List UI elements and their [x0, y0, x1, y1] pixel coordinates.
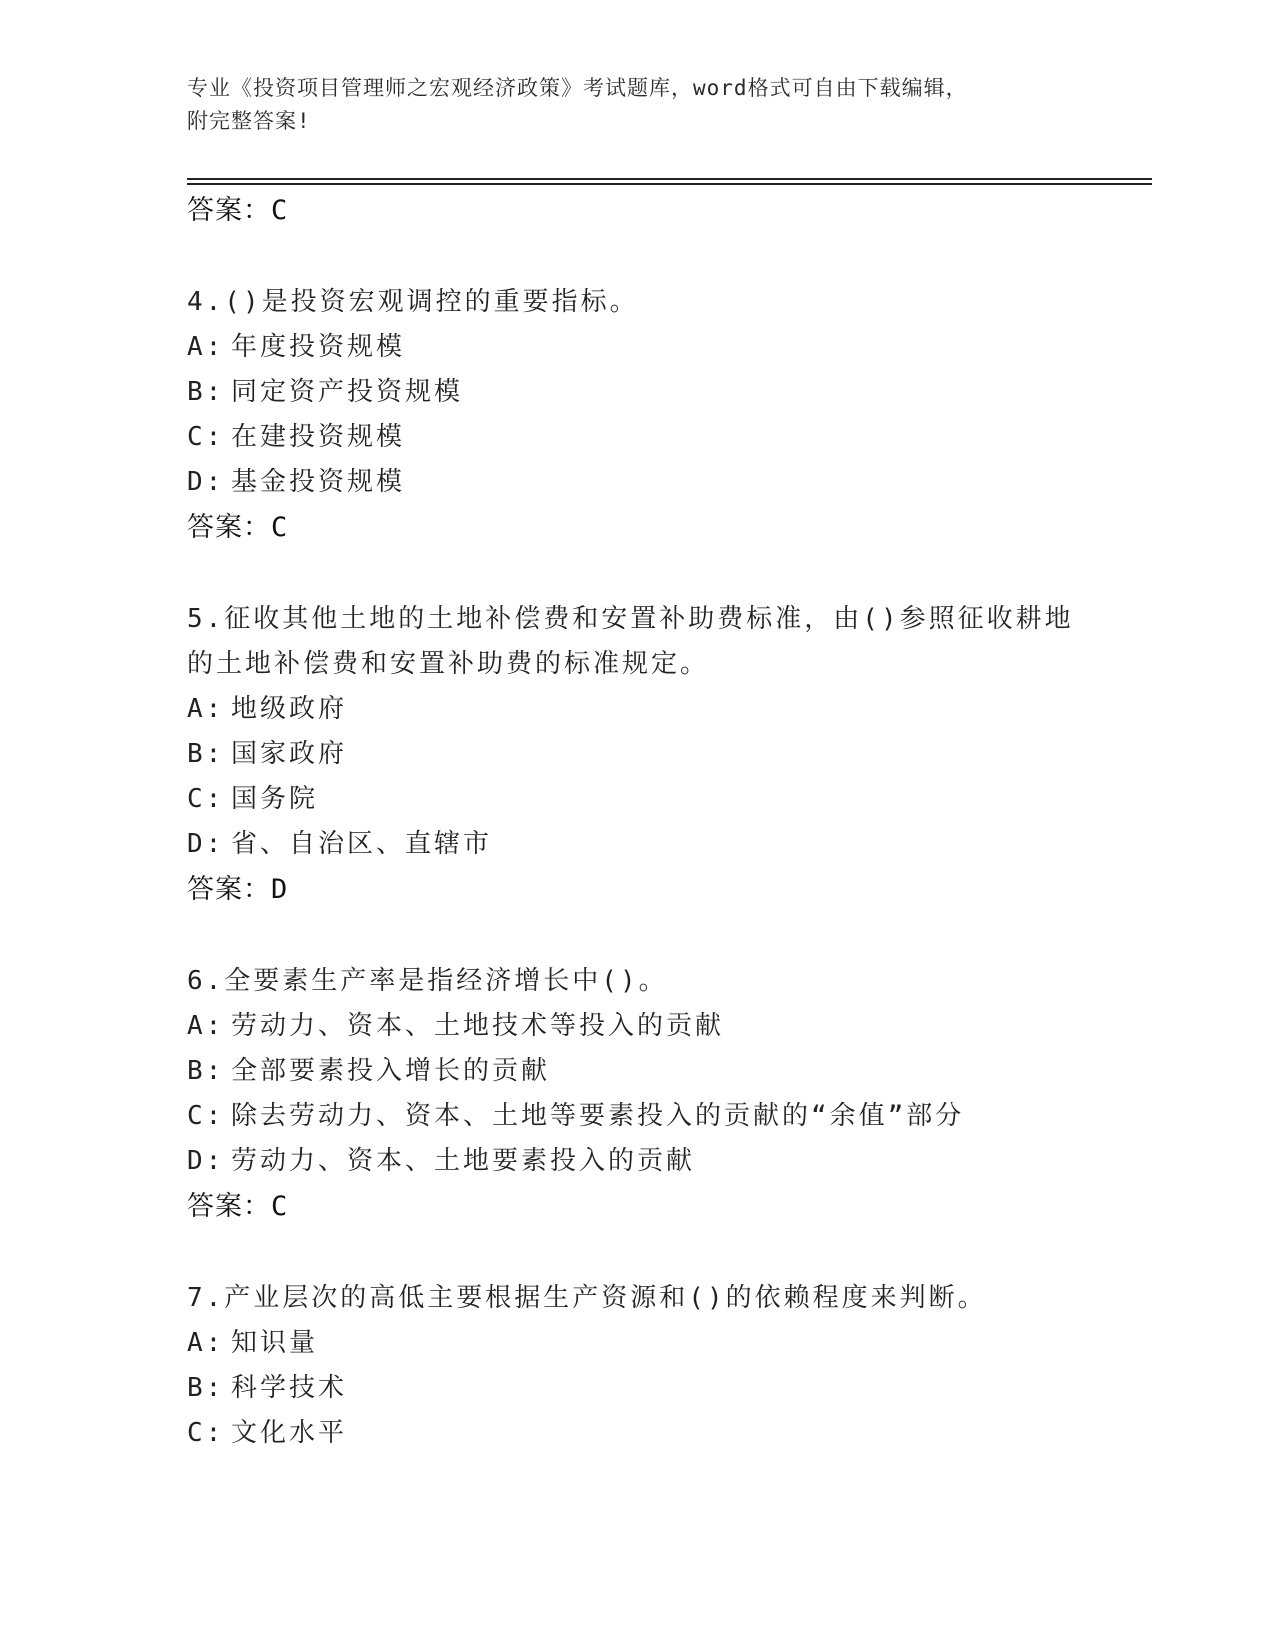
question-block — [187, 597, 1107, 959]
option-text: 基金投资规模 — [231, 467, 406, 497]
document-header — [187, 72, 1087, 138]
option-text: 全部要素投入增长的贡献 — [231, 1056, 551, 1086]
spacer — [187, 1230, 1107, 1276]
option-item — [187, 415, 1107, 460]
option-letter: D: — [187, 467, 225, 497]
option-text: 知识量 — [231, 1328, 319, 1358]
option-item — [187, 777, 1107, 822]
answer-line — [187, 505, 1107, 551]
question-text: 5.征收其他土地的土地补偿费和安置补助费标准，由()参照征收耕地 — [187, 604, 1074, 634]
answer-line — [187, 188, 1107, 234]
option-letter: B: — [187, 1373, 225, 1403]
option-item — [187, 1004, 1107, 1049]
option-text: 同定资产投资规模 — [231, 377, 464, 407]
question-block — [187, 959, 1107, 1276]
option-text: 除去劳动力、资本、土地等要素投入的贡献的“余值”部分 — [231, 1101, 965, 1131]
option-letter: C: — [187, 1418, 225, 1448]
option-item — [187, 1139, 1107, 1184]
option-item — [187, 822, 1107, 867]
option-letter: B: — [187, 1056, 225, 1086]
header-divider-bottom — [187, 183, 1152, 185]
answer-value: C — [271, 195, 289, 226]
option-item — [187, 732, 1107, 777]
question-block — [187, 280, 1107, 597]
option-letter: C: — [187, 1101, 225, 1131]
option-item — [187, 370, 1107, 415]
question-text: 的土地补偿费和安置补助费的标准规定。 — [187, 649, 710, 679]
option-letter: A: — [187, 1328, 225, 1358]
header-line-1: 专业《投资项目管理师之宏观经济政策》考试题库，word格式可自由下载编辑， — [187, 76, 968, 100]
option-text: 地级政府 — [231, 694, 348, 724]
option-item — [187, 1049, 1107, 1094]
option-item — [187, 1411, 1107, 1456]
answer-value: C — [271, 1191, 289, 1222]
option-text: 文化水平 — [231, 1418, 348, 1448]
option-letter: A: — [187, 1011, 225, 1041]
header-line-2: 附完整答案! — [187, 109, 311, 133]
answer-label: 答案： — [187, 1191, 271, 1222]
spacer — [187, 913, 1107, 959]
answer-line — [187, 1184, 1107, 1230]
option-text: 国务院 — [231, 784, 319, 814]
question-text: 7.产业层次的高低主要根据生产资源和()的依赖程度来判断。 — [187, 1283, 987, 1313]
option-letter: B: — [187, 377, 225, 407]
option-letter: A: — [187, 332, 225, 362]
question-block — [187, 1276, 1107, 1456]
option-letter: C: — [187, 422, 225, 452]
option-text: 年度投资规模 — [231, 332, 406, 362]
option-text: 在建投资规模 — [231, 422, 406, 452]
option-letter: B: — [187, 739, 225, 769]
option-letter: D: — [187, 829, 225, 859]
answer-label: 答案： — [187, 195, 271, 226]
option-item — [187, 460, 1107, 505]
option-letter: C: — [187, 784, 225, 814]
answer-label: 答案： — [187, 512, 271, 543]
option-item — [187, 1094, 1107, 1139]
spacer — [187, 234, 1107, 280]
option-item — [187, 325, 1107, 370]
spacer — [187, 551, 1107, 597]
option-text: 科学技术 — [231, 1373, 348, 1403]
question-list — [187, 188, 1107, 1456]
option-letter: A: — [187, 694, 225, 724]
option-text: 劳动力、资本、土地技术等投入的贡献 — [231, 1011, 725, 1041]
answer-label: 答案： — [187, 874, 271, 905]
option-item — [187, 1366, 1107, 1411]
answer-value: C — [271, 512, 289, 543]
option-text: 省、自治区、直辖市 — [231, 829, 493, 859]
option-text: 国家政府 — [231, 739, 348, 769]
question-text: 4.()是投资宏观调控的重要指标。 — [187, 287, 639, 317]
header-divider-top — [187, 178, 1152, 180]
answer-line — [187, 867, 1107, 913]
question-text: 6.全要素生产率是指经济增长中()。 — [187, 966, 668, 996]
option-item — [187, 1321, 1107, 1366]
option-item — [187, 687, 1107, 732]
answer-value: D — [271, 874, 289, 905]
option-letter: D: — [187, 1146, 225, 1176]
option-text: 劳动力、资本、土地要素投入的贡献 — [231, 1146, 696, 1176]
